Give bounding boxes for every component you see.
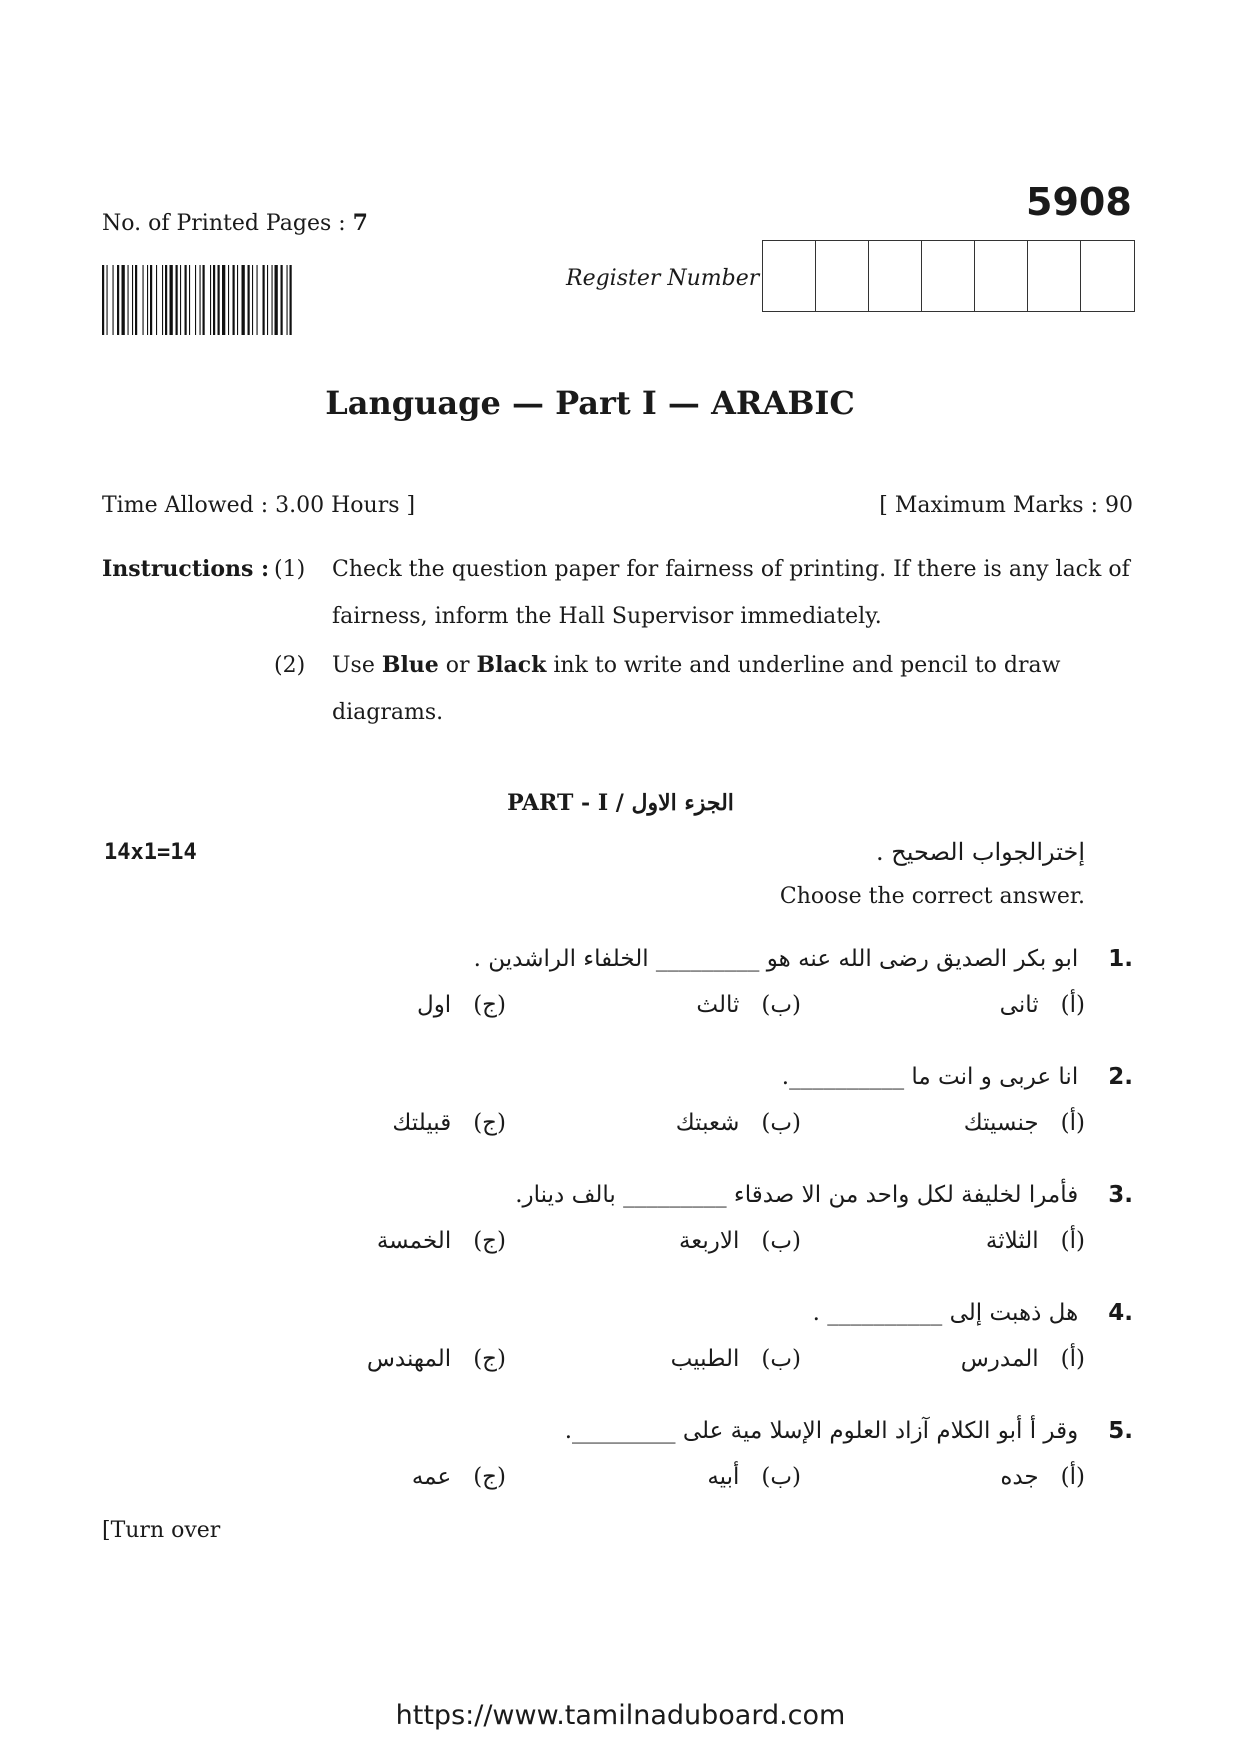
printed-pages-label: No. of Printed Pages :	[102, 211, 346, 236]
option-label: (أ)	[1060, 1110, 1085, 1136]
instruction-2-number: (2)	[274, 653, 306, 678]
option-text: عمه	[411, 1464, 452, 1490]
instr2-part-c: ink to write and underline and pencil to draw diagrams.	[332, 653, 1061, 725]
paper-title: Language — Part I — ARABIC	[325, 384, 855, 422]
source-url[interactable]: https://www.tamilnaduboard.com	[395, 1700, 846, 1731]
question-number: .5	[1108, 1418, 1133, 1444]
printed-pages	[102, 210, 368, 236]
option-label: (ج)	[473, 1228, 506, 1254]
question-4-option-3[interactable]	[367, 1346, 506, 1372]
question-1-stem	[474, 946, 1133, 972]
register-number-boxes[interactable]	[762, 240, 1135, 312]
option-label: (ب)	[761, 1228, 801, 1254]
printed-pages-value: 7	[352, 210, 368, 236]
instruction-2-text	[332, 642, 1132, 736]
option-text: المدرس	[960, 1346, 1039, 1372]
turn-over-note: [Turn over	[102, 1518, 221, 1543]
option-label: (ب)	[761, 1464, 801, 1490]
option-text: قبيلتك	[392, 1110, 452, 1136]
register-digit-box[interactable]	[1028, 241, 1081, 311]
register-digit-box[interactable]	[1081, 241, 1134, 311]
paper-code: 5908	[1026, 180, 1132, 224]
option-label: (أ)	[1060, 1228, 1085, 1254]
instr2-blue: Blue	[381, 652, 439, 678]
question-number: .1	[1108, 946, 1133, 972]
option-text: جده	[1000, 1464, 1039, 1490]
instructions-label	[102, 546, 269, 593]
instr2-black: Black	[476, 652, 547, 678]
option-text: الخمسة	[376, 1228, 452, 1254]
option-label: (ب)	[761, 992, 801, 1018]
option-text: شعبتك	[675, 1110, 740, 1136]
question-4-option-1[interactable]	[961, 1346, 1085, 1372]
option-text: الثلاثة	[985, 1228, 1039, 1254]
option-text: المهندس	[366, 1346, 452, 1372]
option-text: اول	[416, 992, 452, 1018]
question-3-option-2[interactable]	[679, 1228, 801, 1254]
option-label: (ج)	[473, 1346, 506, 1372]
register-digit-box[interactable]	[816, 241, 869, 311]
register-digit-box[interactable]	[869, 241, 922, 311]
instruction-arabic: إخترالجواب الصحيح .	[875, 838, 1085, 866]
question-number: .4	[1108, 1300, 1133, 1326]
question-3-option-1[interactable]	[986, 1228, 1085, 1254]
question-5-option-2[interactable]	[707, 1464, 801, 1490]
instruction-1-text: Check the question paper for fairness of printing. If there is any lack of fairness, inform the Hall Supervisor immediately.	[332, 557, 1130, 629]
option-label: (أ)	[1060, 1464, 1085, 1490]
question-number: .2	[1108, 1064, 1133, 1090]
question-5-stem	[565, 1418, 1133, 1444]
question-4-stem	[813, 1300, 1133, 1326]
question-2-option-2[interactable]	[676, 1110, 801, 1136]
question-text: انا عربى و انت ما __________.	[781, 1064, 1079, 1090]
option-text: الطبيب	[670, 1346, 740, 1372]
instruction-english: Choose the correct answer.	[779, 884, 1085, 909]
option-label: (ج)	[473, 1110, 506, 1136]
option-label: (ج)	[473, 992, 506, 1018]
question-4-option-2[interactable]	[671, 1346, 801, 1372]
option-label: (أ)	[1060, 1346, 1085, 1372]
question-3-stem	[515, 1182, 1133, 1208]
question-5-option-3[interactable]	[412, 1464, 506, 1490]
question-3-option-3[interactable]	[377, 1228, 506, 1254]
barcode-image	[102, 265, 342, 335]
option-text: الاربعة	[678, 1228, 740, 1254]
question-number: .3	[1108, 1182, 1133, 1208]
maximum-marks: [ Maximum Marks : 90	[879, 493, 1133, 518]
part-heading: PART - I / الجزء الاول	[507, 790, 734, 816]
question-1-option-2[interactable]	[696, 992, 801, 1018]
question-1-option-1[interactable]	[1000, 992, 1085, 1018]
instruction-1-number: (1)	[274, 557, 306, 582]
question-2-option-3[interactable]	[392, 1110, 506, 1136]
option-label: (ب)	[761, 1110, 801, 1136]
marks-scheme: 14x1=14	[104, 840, 197, 865]
option-text: أبيه	[707, 1464, 740, 1490]
register-number-label: Register Number	[566, 266, 760, 291]
option-label: (ج)	[473, 1464, 506, 1490]
option-text: ثالث	[696, 992, 740, 1018]
question-5-option-1[interactable]	[1000, 1464, 1085, 1490]
question-text: هل ذهبت إلى __________ .	[812, 1300, 1079, 1326]
option-text: جنسيتك	[963, 1110, 1039, 1136]
register-digit-box[interactable]	[922, 241, 975, 311]
question-text: وقر أ أبو الكلام آزاد العلوم الإسلا مية على _________.	[564, 1418, 1079, 1444]
question-text: فأمرا لخليفة لكل واحد من الا صدقاء _________ بالف دينار.	[515, 1182, 1079, 1208]
question-text: ابو بكر الصديق رضى الله عنه هو _________ الخلفاء الراشدين .	[473, 946, 1079, 972]
instr2-part-b: or	[438, 653, 477, 678]
option-text: ثانى	[999, 992, 1039, 1018]
instructions-label-text: Instructions :	[102, 556, 270, 582]
register-digit-box[interactable]	[763, 241, 816, 311]
question-2-stem	[782, 1064, 1133, 1090]
register-digit-box[interactable]	[975, 241, 1028, 311]
instr2-part-a: Use	[332, 653, 382, 678]
question-2-option-1[interactable]	[964, 1110, 1085, 1136]
question-1-option-3[interactable]	[417, 992, 506, 1018]
option-label: (ب)	[761, 1346, 801, 1372]
time-allowed: Time Allowed : 3.00 Hours ]	[102, 493, 416, 518]
option-label: (أ)	[1060, 992, 1085, 1018]
